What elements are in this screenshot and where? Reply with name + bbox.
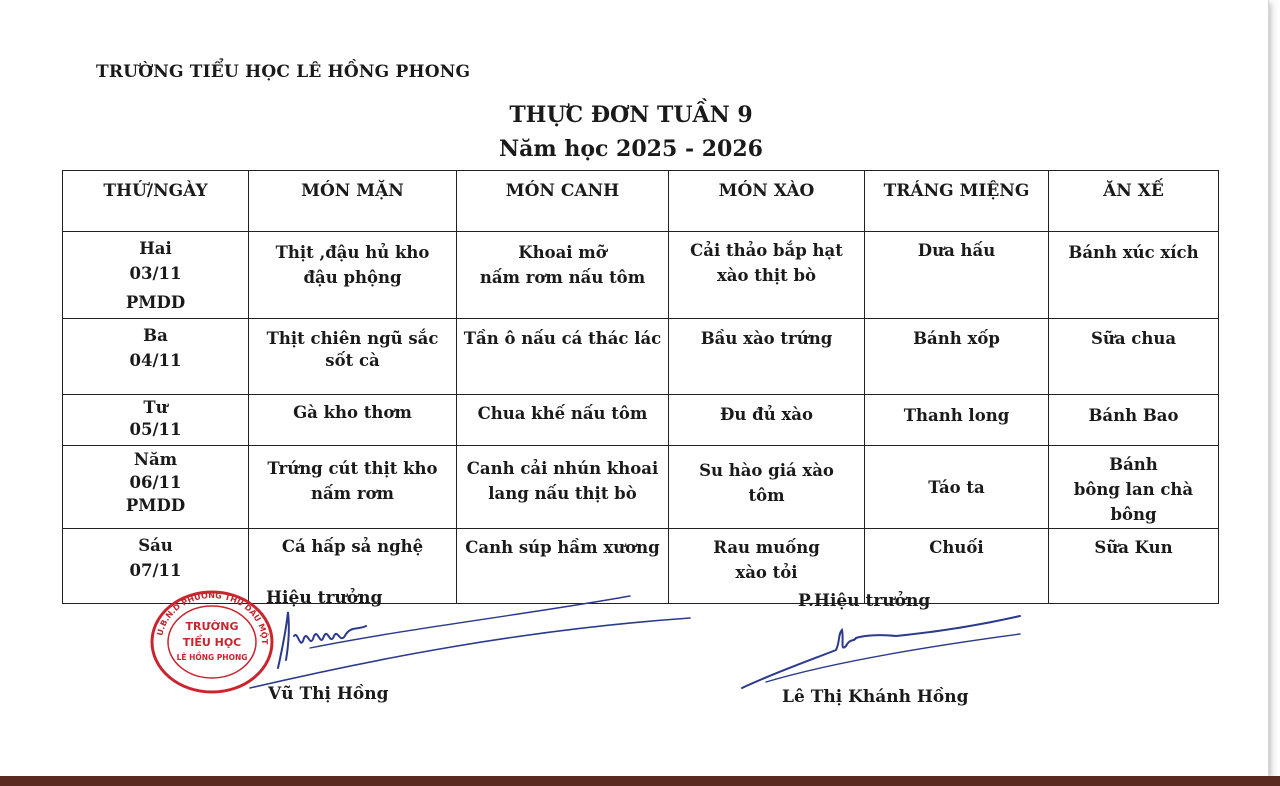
soup-cell: Tần ô nấu cá thác lác [457,319,669,395]
stamp-line-2: TIỂU HỌC [182,636,242,649]
soup-cell [457,446,669,529]
cell-line: xào tỏi [735,563,798,582]
soup-cell: Chua khế nấu tôm [457,395,669,446]
vice-principal-signature [736,612,1026,696]
snack-cell: Bánh xúc xích [1049,232,1219,319]
table-row [63,395,1219,446]
principal-signature [190,590,730,700]
table-row [63,446,1219,529]
school-name: TRƯỜNG TIỂU HỌC LÊ HỒNG PHONG [96,62,471,82]
soup-cell: Canh súp hầm xương [457,529,669,604]
stamp-line-3: LÊ HỒNG PHONG [176,653,248,662]
soup-cell [457,232,669,319]
school-year: Năm học 2025 - 2026 [499,136,763,162]
cell-line: bông lan chà bông [1073,480,1194,524]
cell-line: đậu phộng [303,268,402,287]
vice-principal-name: Lê Thị Khánh Hồng [782,687,969,707]
cell-line: sốt cà [325,351,380,370]
cell-line: Su hào giá xào [699,461,834,480]
main-dish-cell [249,319,457,395]
stir-fry-cell [669,446,865,529]
header-stir-fry: MÓN XÀO [669,171,865,232]
vice-principal-title: P.Hiệu trưởng [798,591,931,611]
table-header-row [63,171,1219,232]
header-soup: MÓN CANH [457,171,669,232]
principal-title: Hiệu trưởng [266,588,383,608]
cell-line: Thịt ,đậu hủ kho [275,243,430,262]
weekly-menu-table [62,170,1219,604]
dessert-cell: Dưa hấu [865,232,1049,319]
dessert-cell: Chuối [865,529,1049,604]
table-row [63,232,1219,319]
snack-cell: Sữa Kun [1049,529,1219,604]
cell-line: Cải thảo bắp hạt [690,241,843,260]
day-date: 06/11 [129,473,182,492]
cell-line: Rau muống [713,538,820,557]
menu-title: THỰC ĐƠN TUẦN 9 [509,102,753,128]
day-date: 03/11 [129,264,182,283]
cell-line: nấm rơm [310,484,395,503]
cell-line: tôm [748,486,785,505]
dessert-cell: Bánh xốp [865,319,1049,395]
day-cell [63,319,249,395]
day-cell [63,232,249,319]
header-snack: ĂN XẾ [1049,171,1219,232]
cell-line: Thịt chiên ngũ sắc [266,329,439,348]
main-dish-cell: Cá hấp sả nghệ [249,529,457,604]
main-dish-cell: Gà kho thơm [249,395,457,446]
day-name: Ba [143,326,168,345]
day-name: Hai [139,239,172,258]
snack-cell: Bánh Bao [1049,395,1219,446]
day-cell [63,395,249,446]
day-name: Năm [133,450,178,469]
stamp-line-1: TRƯỜNG [185,620,239,633]
cell-line: xào thịt bò [716,266,817,285]
day-date: 05/11 [129,420,182,439]
day-name: Sáu [138,536,173,555]
stir-fry-cell [669,232,865,319]
photo-edge [0,776,1280,786]
cell-line: Trứng cút thịt kho [267,459,438,478]
day-date: 04/11 [129,351,182,370]
dessert-cell: Táo ta [865,446,1049,529]
cell-line: nấm rơm nấu tôm [479,268,646,287]
day-name: Tư [143,398,168,417]
main-dish-cell [249,232,457,319]
day-date: 07/11 [129,561,182,580]
snack-cell [1049,446,1219,529]
principal-name: Vũ Thị Hồng [268,684,389,704]
dessert-cell: Thanh long [865,395,1049,446]
header-dessert: TRÁNG MIỆNG [865,171,1049,232]
stir-fry-cell: Bầu xào trứng [669,319,865,395]
day-note: PMDD [125,496,186,515]
cell-line: Bánh [1109,455,1158,474]
snack-cell: Sữa chua [1049,319,1219,395]
header-main-dish: MÓN MẶN [249,171,457,232]
main-dish-cell [249,446,457,529]
cell-line: Khoai mỡ [518,243,607,262]
cell-line: lang nấu thịt bò [488,484,637,503]
stir-fry-cell: Đu đủ xào [669,395,865,446]
header-day: THỨ/NGÀY [63,171,249,232]
stamp-ring-text: U.B.N.D PHƯỜNG THỦ DẦU MỘT [155,590,270,645]
cell-line: Canh cải nhún khoai [466,459,659,478]
day-cell [63,446,249,529]
day-note: PMDD [125,293,186,312]
table-row [63,319,1219,395]
